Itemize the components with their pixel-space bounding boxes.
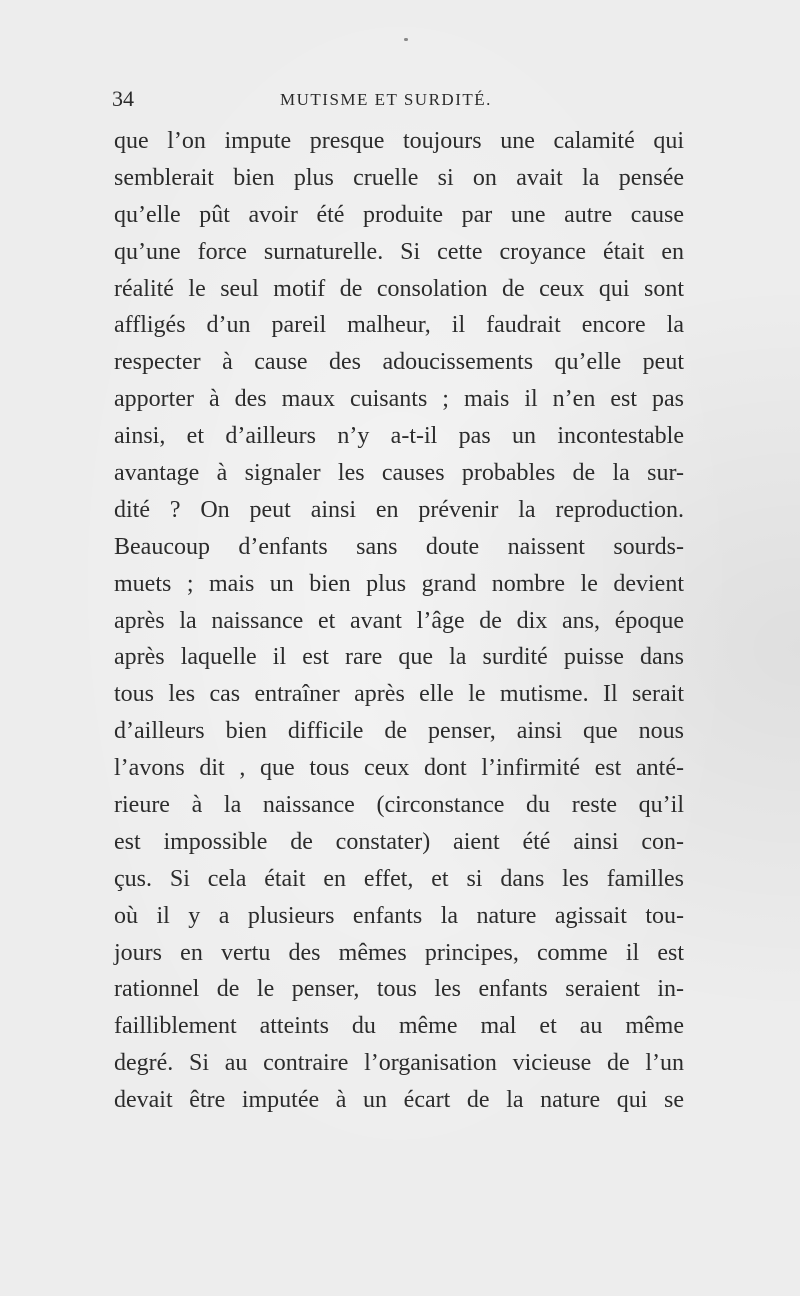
- text-line: rieure à la naissance (circonstance du reste qu’il: [114, 792, 684, 819]
- text-line: qu’elle pût avoir été produite par une autre cause: [114, 201, 684, 228]
- text-line: semblerait bien plus cruelle si on avait la pensée: [114, 164, 684, 191]
- text-line: jours en vertu des mêmes principes, comme il est: [114, 939, 684, 966]
- text-line: degré. Si au contraire l’organisation vicieuse de l’un: [114, 1050, 684, 1077]
- running-head: [112, 84, 684, 114]
- text-line: muets ; mais un bien plus grand nombre le devient: [114, 570, 684, 597]
- text-line: est impossible de constater) aient été ainsi con-: [114, 828, 684, 855]
- text-line: devait être imputée à un écart de la nature qui se: [114, 1087, 684, 1114]
- ink-speck: [404, 38, 408, 41]
- text-line: où il y a plusieurs enfants la nature agissait tou-: [114, 902, 684, 929]
- text-line: avantage à signaler les causes probables de la sur-: [114, 460, 684, 487]
- text-line: réalité le seul motif de consolation de ceux qui sont: [114, 275, 684, 302]
- text-line: Beaucoup d’enfants sans doute naissent sourds-: [114, 533, 684, 560]
- text-line: ainsi, et d’ailleurs n’y a-t-il pas un incontestable: [114, 423, 684, 450]
- text-line: après la naissance et avant l’âge de dix ans, époque: [114, 607, 684, 634]
- text-line: apporter à des maux cuisants ; mais il n’en est pas: [114, 386, 684, 413]
- text-line: que l’on impute presque toujours une calamité qui: [114, 128, 684, 154]
- text-line: failliblement atteints du même mal et au même: [114, 1013, 684, 1040]
- text-line: tous les cas entraîner après elle le mutisme. Il serait: [114, 681, 684, 708]
- page-number: 34: [112, 86, 134, 111]
- text-line: affligés d’un pareil malheur, il faudrait encore la: [114, 312, 684, 339]
- text-line: dité ? On peut ainsi en prévenir la reproduction.: [114, 496, 684, 523]
- text-line: çus. Si cela était en effet, et si dans les familles: [114, 865, 684, 892]
- body-text: [114, 123, 684, 1119]
- text-line: d’ailleurs bien difficile de penser, ainsi que nous: [114, 718, 684, 745]
- text-line: respecter à cause des adoucissements qu’elle peut: [114, 349, 684, 376]
- text-line: l’avons dit , que tous ceux dont l’infirmité est anté-: [114, 755, 684, 782]
- running-title: MUTISME ET SURDITÉ.: [280, 90, 492, 109]
- text-line: rationnel de le penser, tous les enfants seraient in-: [114, 976, 684, 1003]
- text-line: qu’une force surnaturelle. Si cette croyance était en: [114, 238, 684, 265]
- text-line: après laquelle il est rare que la surdité puisse dans: [114, 644, 684, 671]
